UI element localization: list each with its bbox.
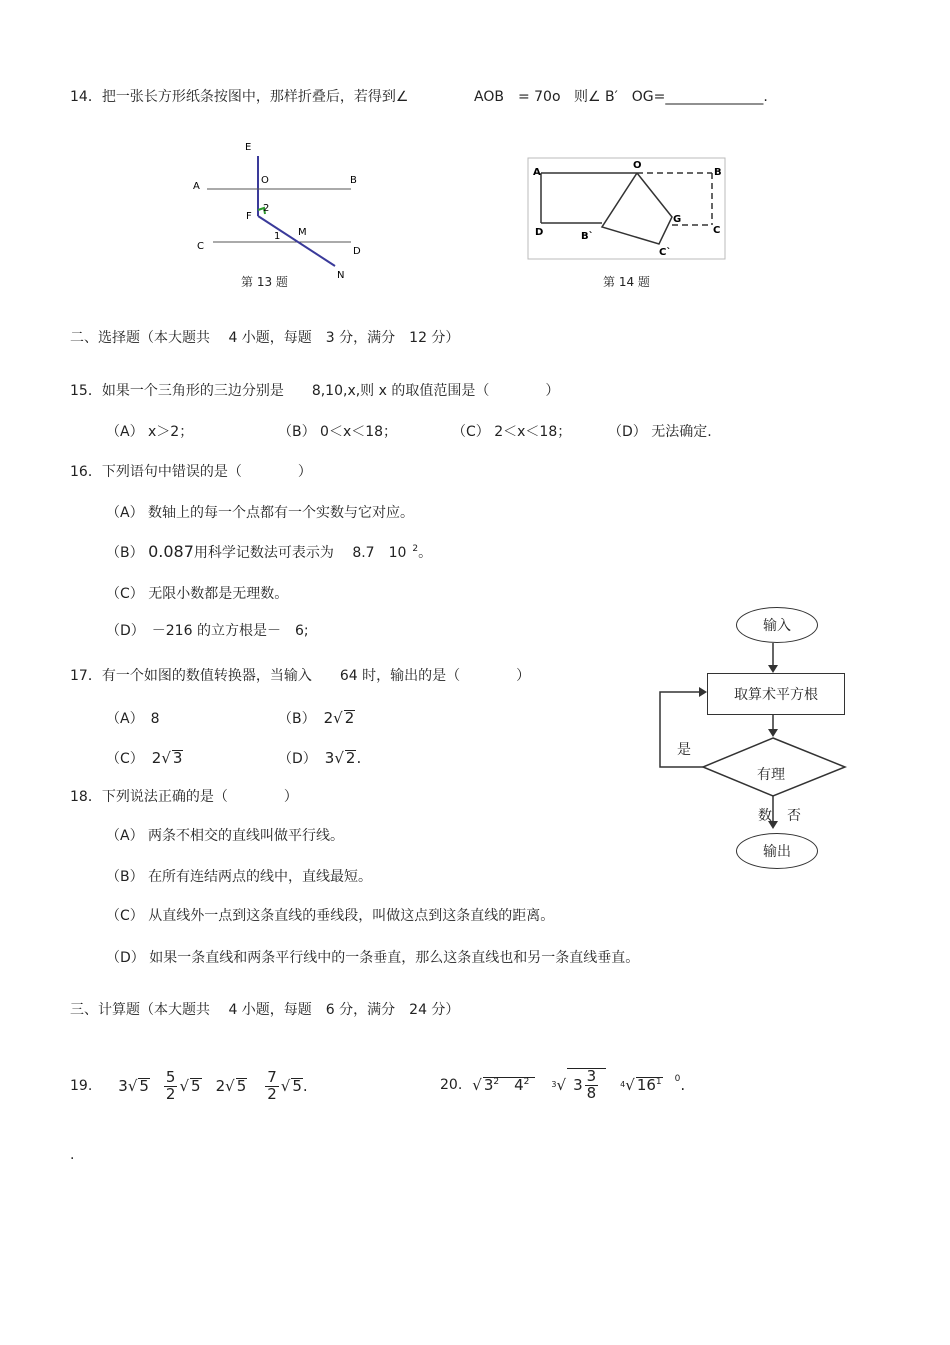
q14-angle: AOB = 70o xyxy=(474,89,561,105)
label-O: O xyxy=(633,160,642,171)
q14-ask: 则∠ B′ OG=______________. xyxy=(574,89,768,105)
q16-option-a: （A） 数轴上的每一个点都有一个实数与它对应。 xyxy=(106,505,415,521)
question-20: 20. √ $3^2$ $4^2$ 3 √ 3 $\frac{3}{8}$ 4 √ $16^1$ $^0$ . xyxy=(440,1067,686,1102)
label-B-prime: B` xyxy=(581,231,594,242)
q15-option-a: （A） x＞2； xyxy=(106,424,194,440)
q18-option-b: （B） 在所有连结两点的线中，直线最短。 xyxy=(106,869,373,885)
label-2: 2 xyxy=(263,203,270,214)
label-F: F xyxy=(246,211,252,222)
flowchart-arrows xyxy=(655,603,855,873)
fig14-caption: 第 14 题 xyxy=(603,275,650,289)
flow-input: 输入 xyxy=(736,607,818,643)
label-D: D xyxy=(535,227,544,238)
q16-option-b: （B） 0.087用科学记数法可表示为 8.7 10 $^2$。 xyxy=(106,542,433,561)
q17-option-a: （A） 8 xyxy=(106,711,160,727)
question-16: 16．下列语句中错误的是（ ） xyxy=(70,464,312,480)
figure-13 xyxy=(185,138,385,283)
q15-option-b: （B） 0＜x＜18； xyxy=(278,424,398,440)
label-O: O xyxy=(261,175,269,186)
question-17: 17．有一个如图的数值转换器，当输入 64 时，输出的是（ ） xyxy=(70,668,531,684)
label-C: C xyxy=(713,225,721,236)
q17-option-b: （B） 2√ 2 xyxy=(278,709,355,727)
label-A: A xyxy=(193,181,200,192)
flow-yes-label: 是 xyxy=(677,742,691,758)
label-C: C xyxy=(197,241,204,252)
flow-process: 取算术平方根 xyxy=(707,673,845,715)
fig13-caption: 第 13 题 xyxy=(241,275,288,289)
flow-decision-text: 有理 xyxy=(757,767,785,783)
q16-option-c: （C） 无限小数都是无理数。 xyxy=(106,586,289,602)
q16-option-d: （D） －216 的立方根是－ 6; xyxy=(106,623,309,639)
label-M: M xyxy=(298,227,307,238)
flow-output: 输出 xyxy=(736,833,818,869)
question-18: 18．下列说法正确的是（ ） xyxy=(70,789,298,805)
q18-option-d: （D） 如果一条直线和两条平行线中的一条垂直，那么这条直线也和另一条直线垂直。 xyxy=(106,950,640,966)
question-19: 19. 3 √ 5 $\frac{5}{2}$ √ 5 2 √ 5 $\frac{7}{2}$ √ 5 . xyxy=(70,1067,308,1103)
label-B: B xyxy=(714,167,722,178)
label-D: D xyxy=(353,246,361,257)
q18-option-c: （C） 从直线外一点到这条直线的垂线段，叫做这点到这条直线的距离。 xyxy=(106,908,555,924)
q18-option-a: （A） 两条不相交的直线叫做平行线。 xyxy=(106,828,345,844)
label-E: E xyxy=(245,142,252,153)
label-A: A xyxy=(533,167,541,178)
flow-no-label: 否 xyxy=(787,808,801,824)
q15-option-c: （C） 2＜x＜18； xyxy=(452,424,572,440)
label-C-prime: C` xyxy=(659,247,672,258)
section-3-title: 三、计算题（本大题共 4 小题，每题 6 分，满分 24 分） xyxy=(70,1002,460,1018)
section-2-title: 二、选择题（本大题共 4 小题，每题 3 分，满分 12 分） xyxy=(70,330,460,346)
label-B: B xyxy=(350,175,357,186)
footer-dot: . xyxy=(70,1147,75,1163)
figure-14 xyxy=(527,157,727,261)
question-14: 14．把一张长方形纸条按图中，那样折叠后，若得到∠ xyxy=(70,89,409,105)
q17-option-c: （C） 2√ 3 xyxy=(106,749,183,767)
label-G: G xyxy=(673,214,682,225)
label-N: N xyxy=(337,270,345,281)
q17-option-d: （D） 3√ 2. xyxy=(278,749,362,767)
label-1: 1 xyxy=(274,231,281,242)
question-15: 15．如果一个三角形的三边分别是 8,10,x,则 x 的取值范围是（ ） xyxy=(70,383,560,399)
q15-option-d: （D） 无法确定. xyxy=(608,424,712,440)
flow-decision-text-2: 数 xyxy=(758,808,772,824)
